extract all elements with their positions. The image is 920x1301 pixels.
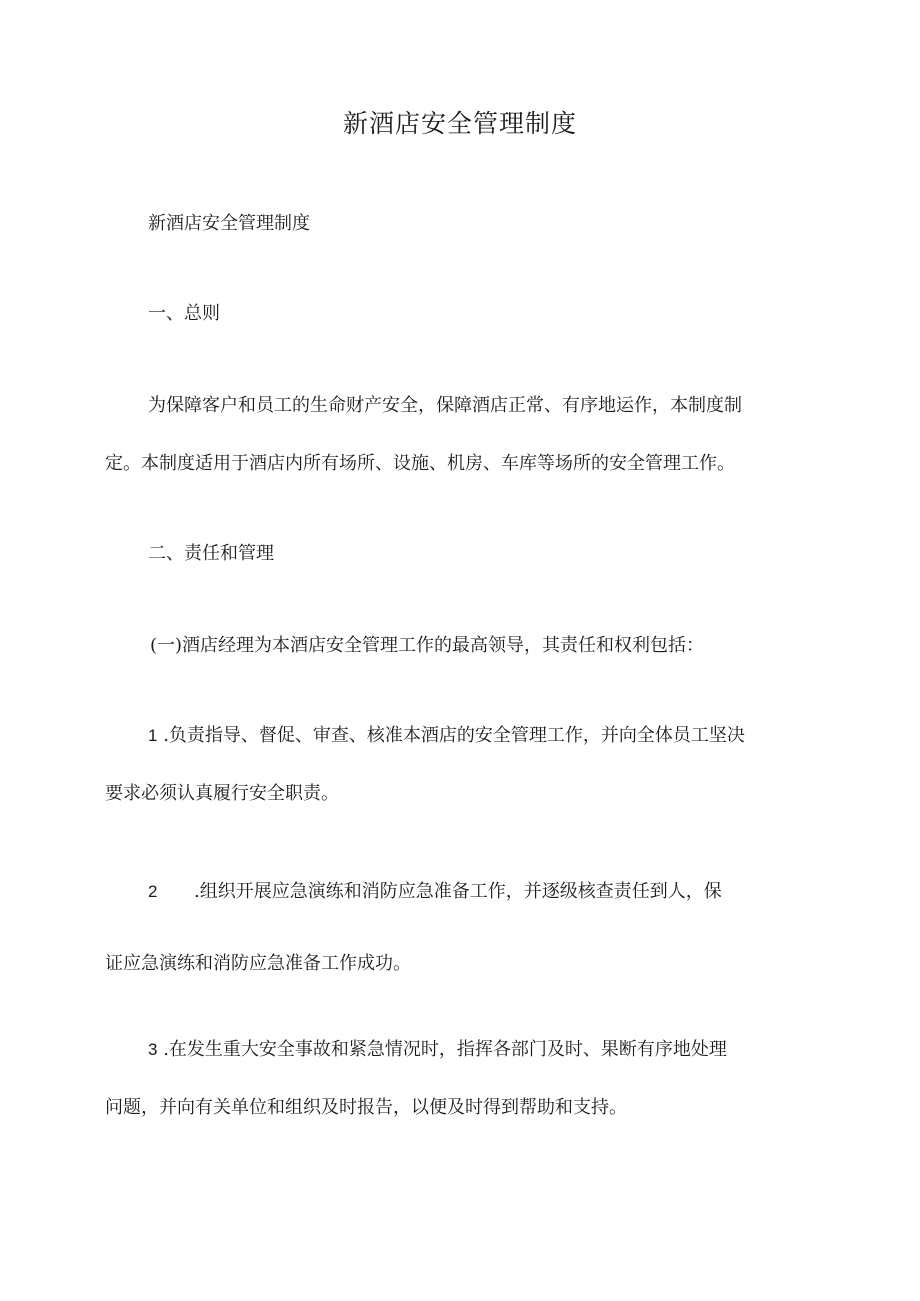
document-title: 新酒店安全管理制度 [342, 109, 577, 138]
item3-line1 [148, 1038, 727, 1062]
item3-number: 3 [148, 1040, 158, 1059]
item1-line1 [148, 724, 745, 748]
item3-line2: 问题，并向有关单位和组织及时报告，以便及时得到帮助和支持。 [105, 1097, 627, 1118]
item2-line2: 证应急演练和消防应急准备工作成功。 [105, 953, 411, 974]
section1-para-line1: 为保障客户和员工的生命财产安全，保障酒店正常、有序地运作，本制度制 [148, 395, 742, 416]
section1-heading: 一、总则 [148, 303, 220, 324]
item2-number: 2 [148, 882, 158, 901]
item3-text: .在发生重大安全事故和紧急情况时，指挥各部门及时、果断有序地处理 [163, 1039, 727, 1060]
section2-heading: 二、责任和管理 [148, 543, 274, 564]
document-subtitle: 新酒店安全管理制度 [148, 213, 310, 234]
item1-line2: 要求必须认真履行安全职责。 [105, 783, 339, 804]
subsection1-text: (一)酒店经理为本酒店安全管理工作的最高领导，其责任和权利包括： [150, 635, 705, 656]
item1-number: 1 [148, 726, 158, 745]
item2-text: .组织开展应急演练和消防应急准备工作，并逐级核查责任到人，保 [194, 881, 722, 902]
section1-para-line2: 定。本制度适用于酒店内所有场所、设施、机房、车库等场所的安全管理工作。 [105, 453, 735, 474]
item1-text: .负责指导、督促、审查、核准本酒店的安全管理工作，并向全体员工坚决 [163, 725, 745, 746]
item2-line1 [148, 880, 722, 904]
